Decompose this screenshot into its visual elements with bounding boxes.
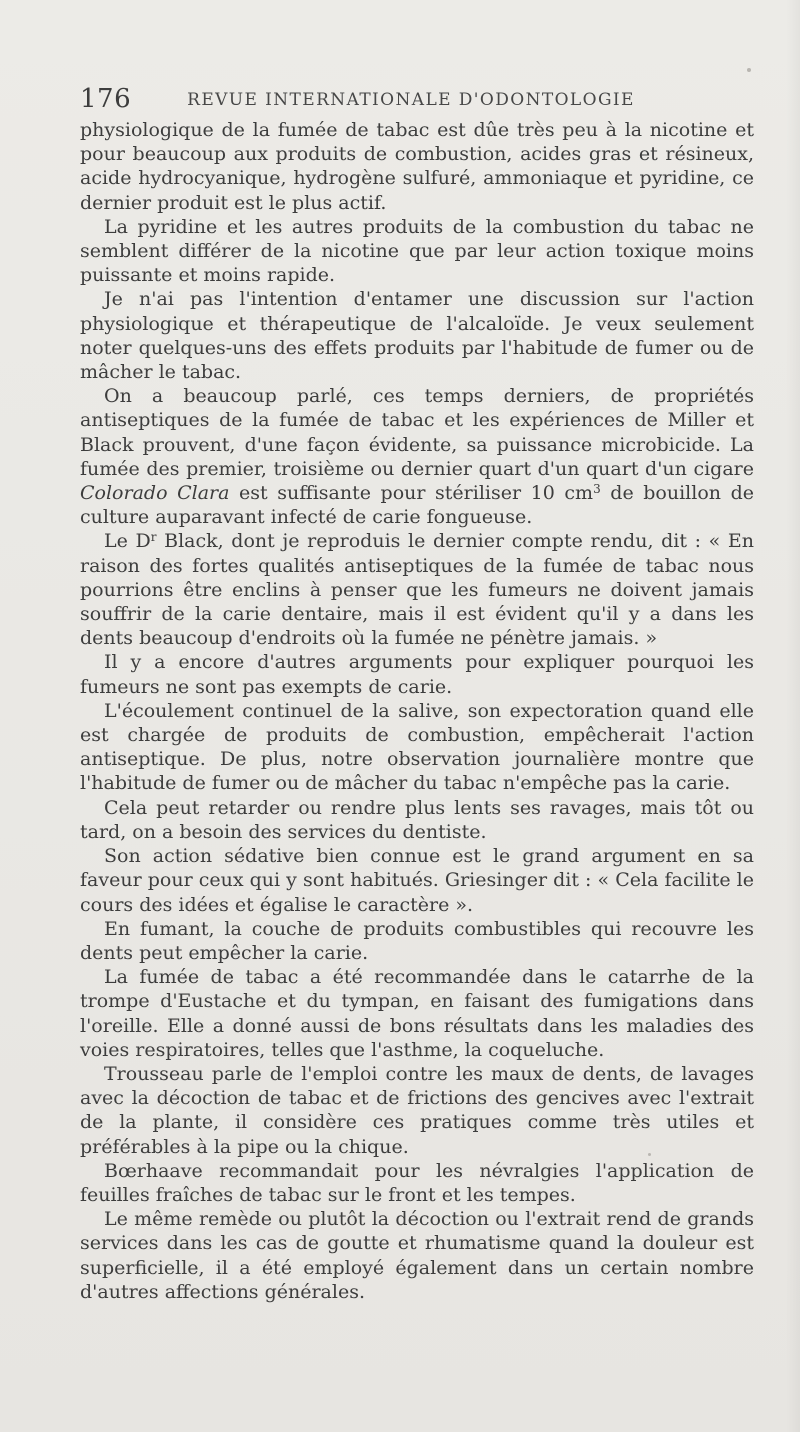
paragraph: La pyridine et les autres produits de la combustion du tabac ne semblent différer de la nicotine que par leur action toxique moins puissante et moins rapide. [80,215,754,287]
paragraph [80,529,754,650]
paragraph: Je n'ai pas l'intention d'entamer une discussion sur l'action physiologique et thérapeutique de l'alcaloïde. Je veux seulement noter quelques-uns des effets produits par l'habitude de fumer ou de mâcher le tabac. [80,288,754,384]
paragraph: Trousseau parle de l'emploi contre les maux de dents, de lavages avec la décoction de tabac et de frictions des gencives avec l'extrait de la plante, il considère ces pratiques comme très utiles et préférables à la pipe ou la chique. [80,1062,754,1158]
paragraph: Le même remède ou plutôt la décoction ou l'extrait rend de grands services dans les cas de goutte et rhumatisme quand la douleur est superficielle, il a été employé également dans un certain nombre d'autres affections générales. [80,1208,754,1303]
superscript: 3 [593,482,601,497]
paragraph: Il y a encore d'autres arguments pour expliquer pourquoi les fumeurs ne sont pas exempts de carie. [80,651,754,698]
running-head: REVUE INTERNATIONALE D'ODONTOLOGIE [187,90,635,110]
cigar-name: Colorado Clara [80,482,230,505]
paragraph-text: On a beaucoup parlé, ces temps derniers, de propriétés antiseptiques de la fumée de tabac et les expériences de Miller et Black prouvent, d'une façon évidente, sa puissance microbicide. La fumée des premier, troisième ou dernier quart d'un quart d'un cigare [80,385,754,480]
paper-speck [747,68,751,72]
paragraph: En fumant, la couche de produits combustibles qui recouvre les dents peut empêcher la carie. [80,917,754,964]
superscript: r [150,530,157,545]
paragraph: La fumée de tabac a été recommandée dans le catarrhe de la trompe d'Eustache et du tympan, en faisant des fumigations dans l'oreille. Elle a donné aussi de bons résultats dans les maladies des voies respiratoires, telles que l'asthme, la coqueluche. [80,966,754,1061]
paragraph: Cela peut retarder ou rendre plus lents ses ravages, mais tôt ou tard, on a besoin des services du dentiste. [80,796,754,843]
paragraph-text: Le D [104,530,151,553]
page-edge-shadow [786,0,800,1432]
paragraph: physiologique de la fumée de tabac est dûe très peu à la nicotine et pour beaucoup aux produits de combustion, acides gras et résineux, acide hydrocyanique, hydrogène sulfuré, ammoniaque et pyridine, ce dernier produit est le plus actif. [80,119,754,214]
page-number: 176 [80,84,132,114]
paragraph: L'écoulement continuel de la salive, son expectoration quand elle est chargée de produits de combustion, empêcherait l'action antiseptique. De plus, notre observation journalière montre que l'habitude de fumer ou de mâcher du tabac n'empêche pas la carie. [80,699,754,795]
paragraph [80,384,754,529]
paragraph: Son action sédative bien connue est le grand argument en sa faveur pour ceux qui y sont habitués. Griesinger dit : « Cela facilite le cours des idées et égalise le caractère ». [80,845,754,916]
article-body [80,118,754,1304]
paragraph: Bœrhaave recommandait pour les névralgies l'application de feuilles fraîches de tabac sur le front et les tempes. [80,1159,754,1206]
paragraph-text: est suffisante pour stériliser 10 cm [239,482,594,505]
page-header [80,80,742,114]
paragraph-text: Black, dont je reproduis le dernier compte rendu, dit : « En raison des fortes qualités antiseptiques de la fumée de tabac nous pourrions être enclins à penser que les fumeurs ne doivent jamais souffrir de la carie dentaire, mais il est évident qu'il y a dans les dents beaucoup d'endroits où la fumée ne pénètre jamais. » [80,530,754,650]
paragraph-text: de bouillon de culture auparavant infecté de carie fongueuse. [80,482,754,529]
